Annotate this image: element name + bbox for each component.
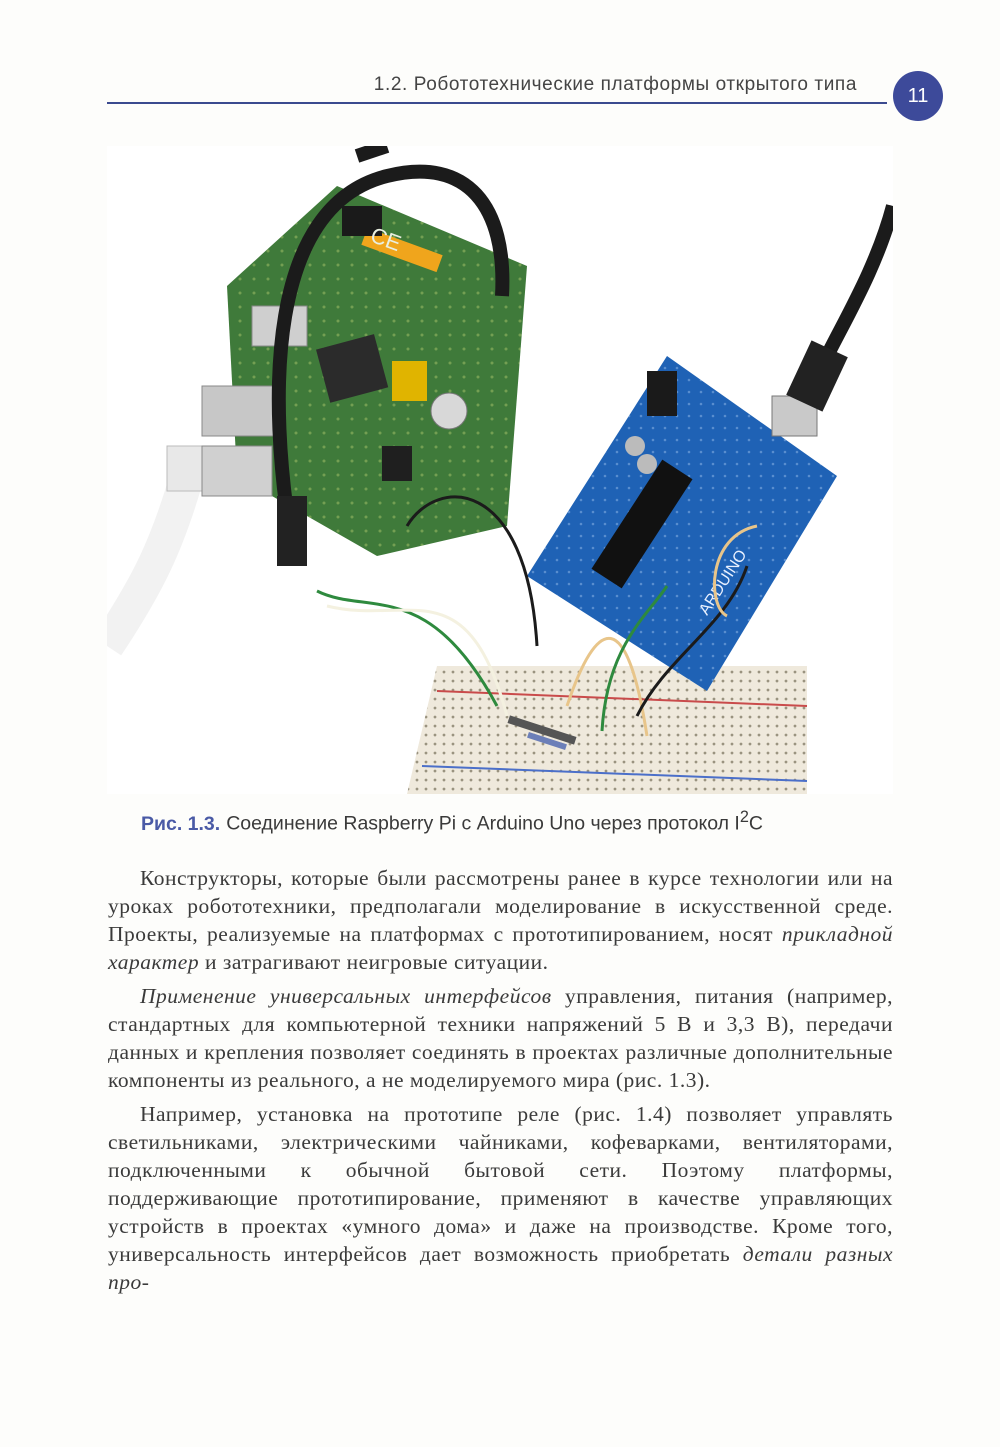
figure-caption <box>141 808 901 836</box>
paragraph-2 <box>108 982 893 1094</box>
paragraph-2-text: управления, питания (например, стандартных для компьютерной техники напряжений 5 В и 3,3 В), передачи данных и крепления позволяет соединять в проектах различные дополнительные компоненты из реального, а не моделируемого мира (рис. 1.3). <box>108 984 894 1092</box>
paragraph-3-emphasis: детали разных про- <box>108 1242 893 1294</box>
body-text <box>108 864 893 1302</box>
usb-cable <box>786 206 893 412</box>
figure-photo <box>107 146 893 794</box>
caption-text: Соединение Raspberry Pi с Arduino Uno через протокол I <box>226 812 740 835</box>
paragraph-3-text: Например, установка на прототипе реле (рис. 1.4) позволяет управлять светильниками, электрическими чайниками, кофеварками, вентиляторами, подключенными к обычной бытовой сети. Поэтому платформы, поддерживающие прототипирование, применяют в качестве управляющих устройств в проектах «умного дома» и даже на производстве. Кроме того, универсальность интерфейсов дает возможность приобретать <box>108 1102 893 1266</box>
paragraph-1-emphasis: прикладной характер <box>108 922 893 974</box>
running-title: 1.2. Робототехнические платформы открытого типа <box>373 74 857 95</box>
silkscreen-ce: CE <box>367 222 405 257</box>
paragraph-1-text-end: и затрагивают неигровые ситуации. <box>199 950 549 974</box>
arduino-logo: ARDUINO <box>696 547 751 619</box>
page-number-badge: 11 <box>893 71 943 121</box>
caption-superscript: 2 <box>739 808 749 826</box>
caption-label: Рис. 1.3. <box>141 812 221 835</box>
photo-raspberry-arduino <box>107 146 893 794</box>
raspberry-pi-board <box>202 186 527 556</box>
arduino-uno-board <box>527 356 837 691</box>
paragraph-3 <box>108 1100 893 1296</box>
breadboard <box>407 666 807 794</box>
running-header <box>107 72 887 104</box>
paragraph-1 <box>108 864 893 976</box>
paragraph-2-emphasis: Применение универсальных интерфейсов <box>140 984 552 1008</box>
paragraph-1-text: Конструкторы, которые были рассмотрены ранее в курсе технологии или на уроках робототехники, предполагали моделирование в искусственной среде. Проекты, реализуемые на платформах с прототипированием, носят <box>108 866 893 946</box>
caption-text-end: C <box>748 812 763 835</box>
